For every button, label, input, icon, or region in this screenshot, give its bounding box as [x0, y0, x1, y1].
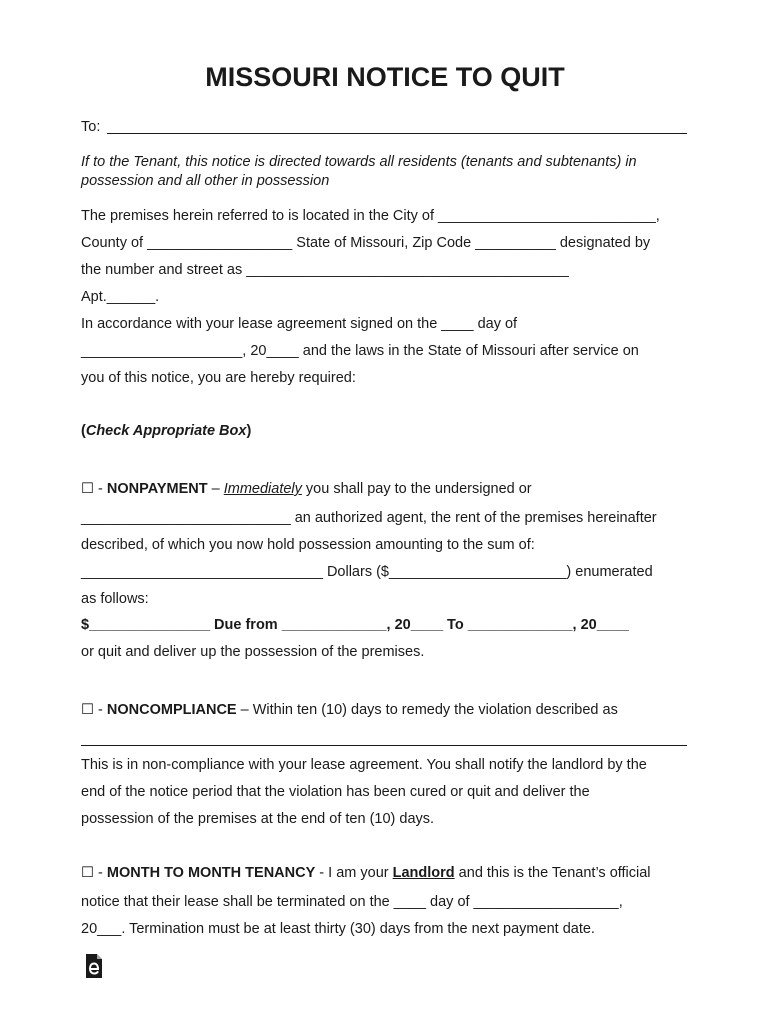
- noncompliance-line-3: end of the notice period that the violation has been cured or quit and deliver the: [81, 784, 590, 800]
- nonpayment-dash: –: [207, 481, 224, 497]
- intro-line-2: possession and all other in possession: [81, 173, 330, 189]
- paren-open: (: [81, 423, 86, 439]
- to-label: To:: [81, 119, 101, 135]
- month-to-month-line-2: notice that their lease shall be terminated on the ____ day of __________________,: [81, 894, 623, 910]
- check-box-label: Check Appropriate Box: [85, 423, 247, 439]
- nonpayment-heading-line: [81, 480, 532, 498]
- nonpayment-line-2: __________________________ an authorized agent, the rent of the premises hereinafter: [81, 510, 657, 526]
- nonpayment-rest: you shall pay to the undersigned or: [301, 481, 532, 497]
- eforms-logo-icon: [84, 953, 104, 979]
- to-field-line[interactable]: [107, 133, 687, 134]
- premises-line-1: The premises herein referred to is located in the City of ___________________________,: [81, 208, 660, 224]
- mtm-mid: - I am your: [315, 865, 393, 881]
- nonpayment-heading: NONPAYMENT: [106, 481, 208, 497]
- check-box-instruction: [81, 422, 251, 440]
- premises-line-6: ____________________, 20____ and the laws in the State of Missouri after service on: [81, 343, 639, 359]
- month-to-month-heading-line: [81, 864, 651, 882]
- noncompliance-line-4: possession of the premises at the end of ten (10) days.: [81, 811, 435, 827]
- nonpayment-prefix: -: [94, 481, 107, 497]
- noncompliance-checkbox[interactable]: ☐: [81, 702, 94, 718]
- premises-line-5: In accordance with your lease agreement signed on the ____ day of: [81, 316, 518, 332]
- violation-description-line[interactable]: [81, 745, 687, 746]
- noncompliance-prefix: -: [94, 702, 107, 718]
- nonpayment-line-4: ______________________________ Dollars ($______________________) enumerated: [81, 564, 653, 580]
- premises-line-2: County of __________________ State of Missouri, Zip Code __________ designated by: [81, 235, 651, 251]
- noncompliance-heading-line: [81, 701, 618, 719]
- premises-line-4: Apt.______.: [81, 289, 160, 305]
- nonpayment-line-3: described, of which you now hold possession amounting to the sum of:: [81, 537, 535, 553]
- month-to-month-heading: MONTH TO MONTH TENANCY: [106, 865, 316, 881]
- nonpayment-due-line: $_______________ Due from _____________, 20____ To _____________, 20____: [81, 617, 629, 633]
- intro-line-1: If to the Tenant, this notice is directed towards all residents (tenants and subtenants) in: [81, 154, 637, 170]
- paren-close: ): [246, 423, 252, 439]
- noncompliance-line-2: This is in non-compliance with your lease agreement. You shall notify the landlord by the: [81, 757, 647, 773]
- noncompliance-rest: – Within ten (10) days to remedy the violation described as: [236, 702, 618, 718]
- premises-line-3: the number and street as ________________________________________: [81, 262, 569, 278]
- nonpayment-line-7: or quit and deliver up the possession of the premises.: [81, 644, 425, 660]
- nonpayment-checkbox[interactable]: ☐: [81, 481, 94, 497]
- month-to-month-checkbox[interactable]: ☐: [81, 865, 94, 881]
- nonpayment-line-5: as follows:: [81, 591, 149, 607]
- month-to-month-line-3: 20___. Termination must be at least thirty (30) days from the next payment date.: [81, 921, 595, 937]
- mtm-prefix: -: [94, 865, 107, 881]
- document-title: MISSOURI NOTICE TO QUIT: [205, 62, 565, 92]
- landlord-label: Landlord: [392, 865, 455, 881]
- premises-line-7: you of this notice, you are hereby required:: [81, 370, 356, 386]
- noncompliance-heading: NONCOMPLIANCE: [106, 702, 237, 718]
- nonpayment-immediately: Immediately: [223, 481, 302, 497]
- mtm-rest: and this is the Tenant’s official: [454, 865, 651, 881]
